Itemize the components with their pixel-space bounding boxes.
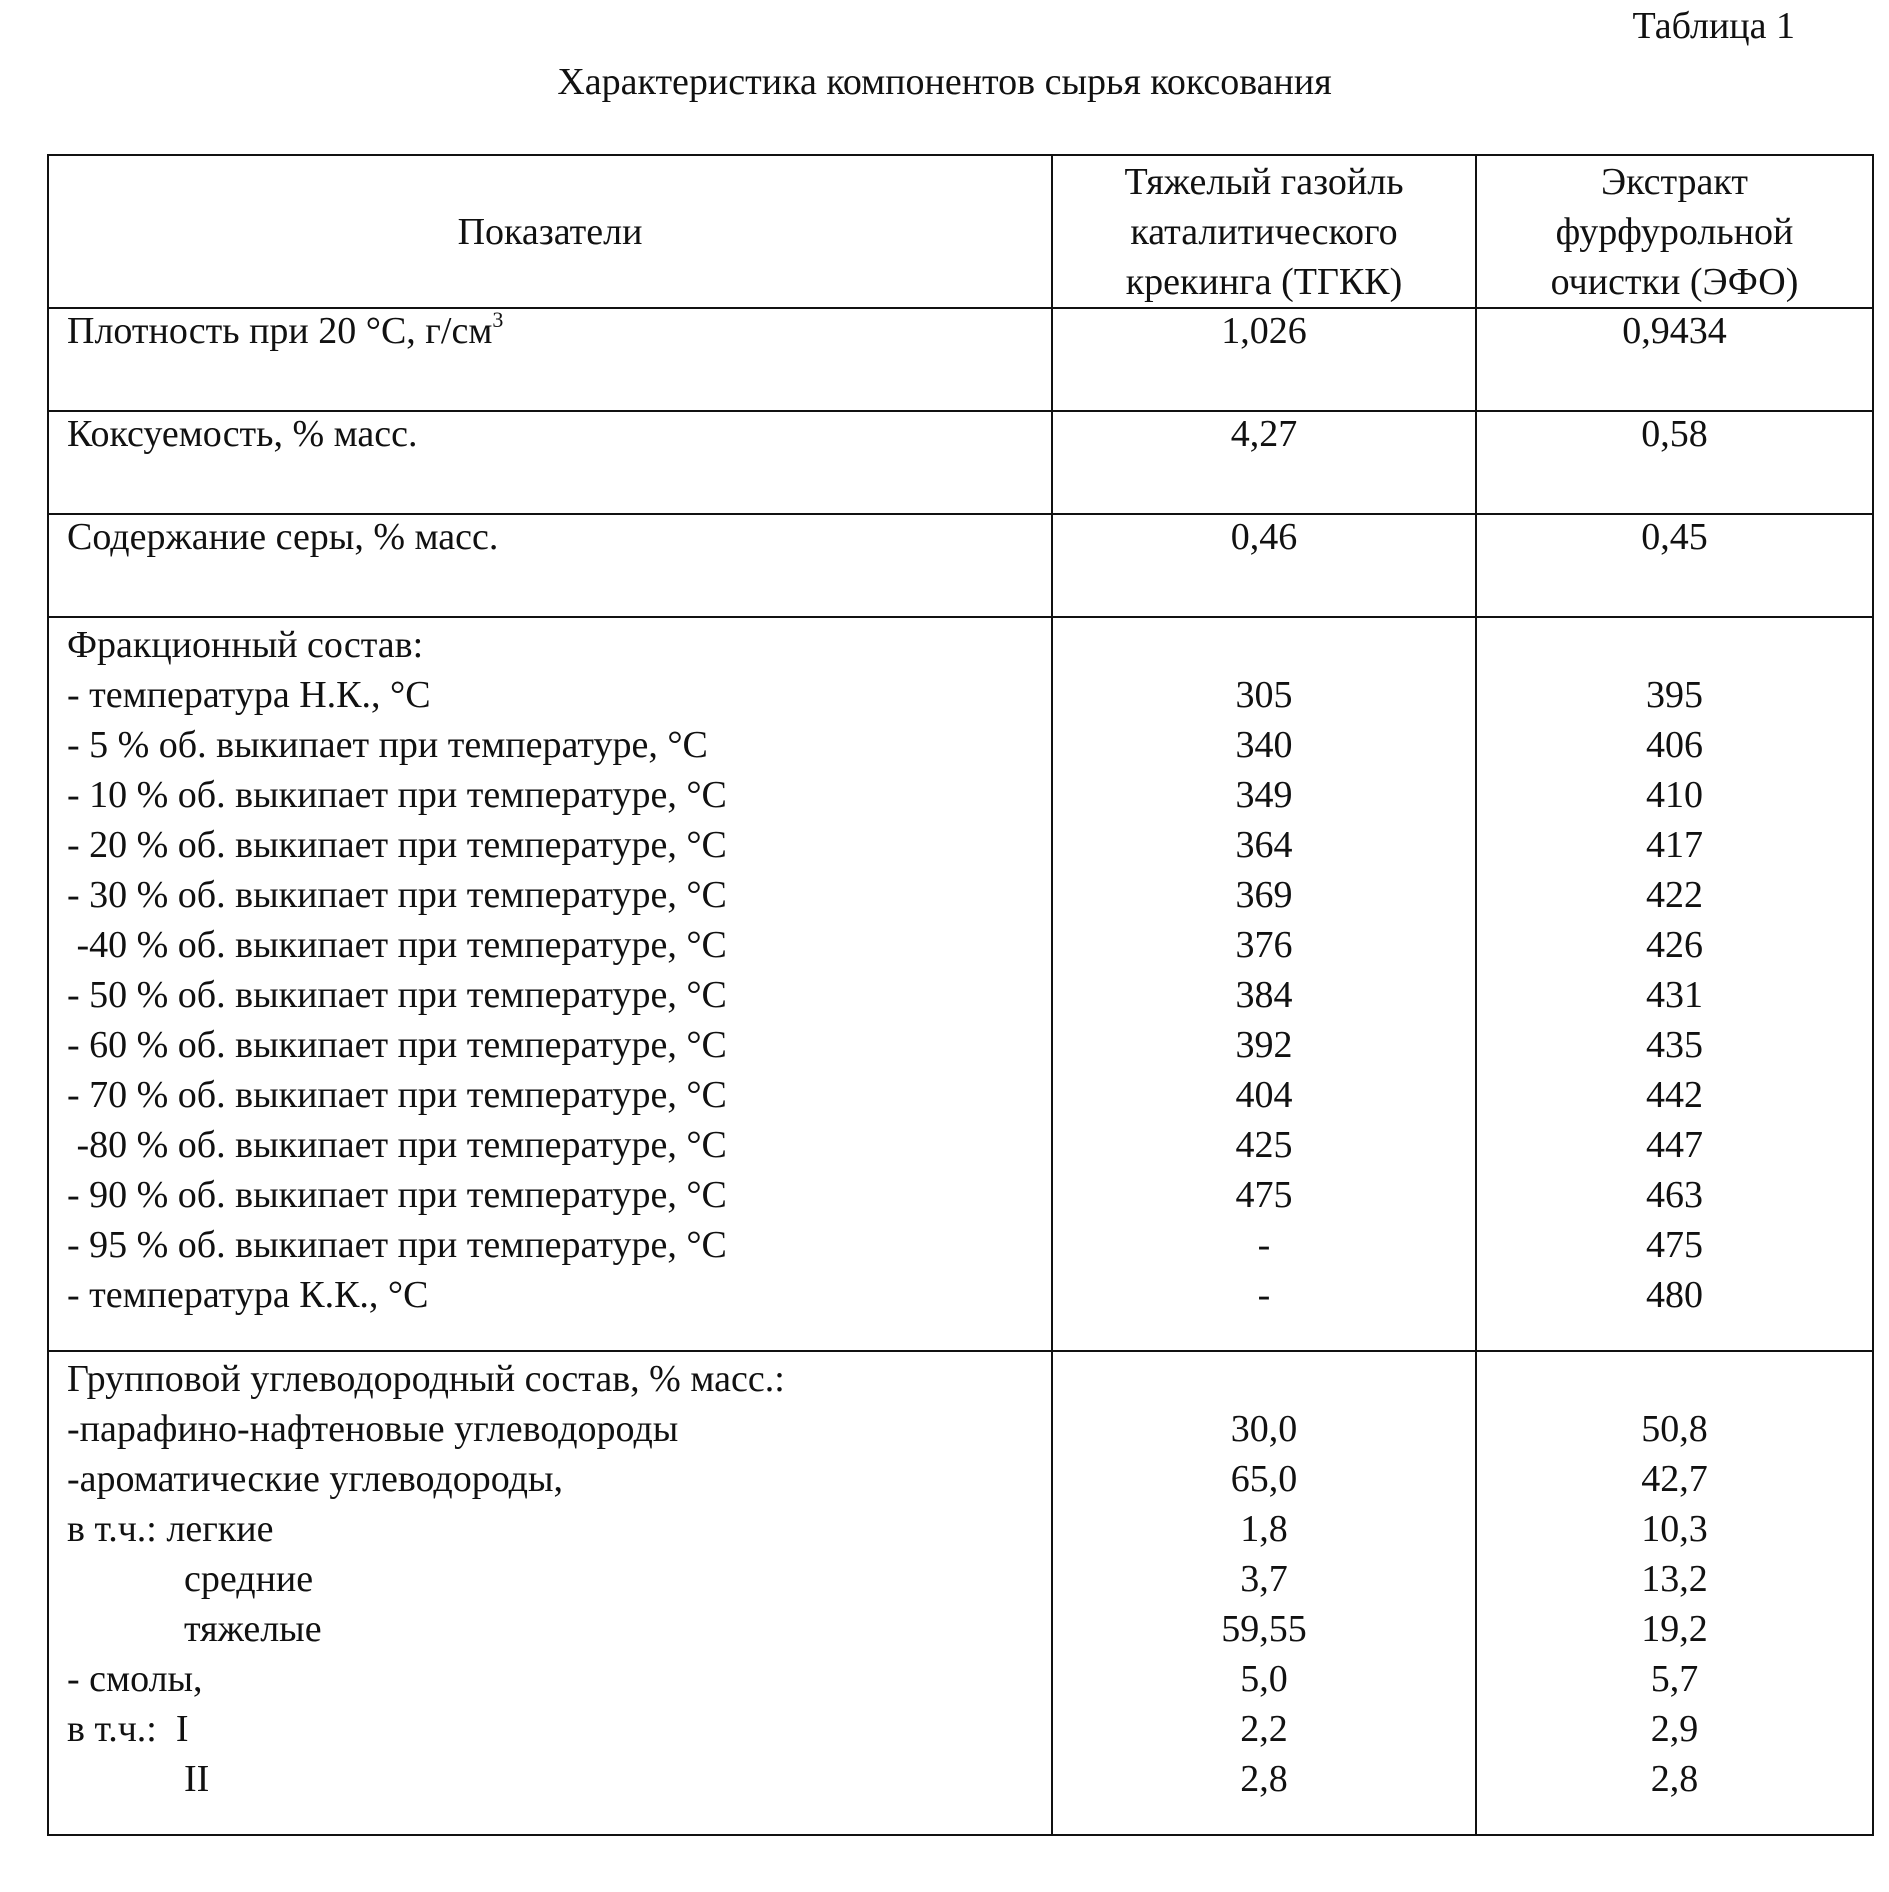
sulfur-tgkk: 0,46 [1052,514,1476,617]
table-title: Характеристика компонентов сырья коксования [557,61,1332,103]
fractional-label: - 70 % об. выкипает при температуре, °С [67,1074,727,1116]
header-row [48,155,1873,308]
fractional-efo-value: 426 [1646,924,1703,966]
header-tgkk-line: крекинга (ТГКК) [1125,260,1403,303]
group-label: тяжелые [184,1608,322,1650]
fractional-tgkk-value: 349 [1235,774,1293,816]
group-label: в т.ч.: I [67,1708,189,1750]
group-tgkk-value: 65,0 [1230,1458,1298,1500]
group-label: - смолы, [67,1658,203,1700]
density-tgkk: 1,026 [1052,308,1476,411]
fractional-efo-value: 480 [1646,1274,1703,1316]
group-tgkk-value: 2,8 [1240,1758,1288,1800]
fractional-composition-row [48,617,1873,1351]
group-efo-value: 2,9 [1650,1708,1699,1750]
fractional-tgkk-value: 364 [1235,824,1293,866]
group-label: -парафино-нафтеновые углеводороды [67,1408,679,1450]
fractional-efo-value: 447 [1646,1124,1703,1166]
header-indicator: Показатели [48,155,1052,308]
group-tgkk-value: 5,0 [1240,1658,1288,1700]
group-label: II [184,1758,210,1800]
header-tgkk-line: каталитического [1130,210,1398,253]
header-efo-line: Экстракт [1601,160,1748,203]
fractional-efo-value: 435 [1646,1024,1703,1066]
fractional-label: - 20 % об. выкипает при температуре, °С [67,824,727,866]
group-efo-value: 10,3 [1641,1508,1708,1550]
fractional-tgkk-value: - [1257,1274,1271,1316]
group-composition-row [48,1351,1873,1835]
fractional-efo-value: 422 [1646,874,1703,916]
density-label: Плотность при 20 °С, г/см [67,310,493,352]
fractional-label: - температура К.К., °С [67,1274,429,1316]
density-label-cell [48,308,1052,411]
fractional-label: -80 % об. выкипает при температуре, °С [67,1124,727,1166]
fractional-tgkk-value: 384 [1235,974,1293,1016]
fractional-label: - температура Н.К., °С [67,674,431,716]
group-efo-value: 13,2 [1641,1558,1708,1600]
fractional-heading: Фракционный состав: [67,624,424,666]
fractional-tgkk-value: - [1257,1224,1271,1266]
fractional-efo-values [1476,617,1873,1351]
fractional-efo-value: 410 [1646,774,1703,816]
group-efo-value: 19,2 [1641,1608,1708,1650]
group-tgkk-values [1052,1351,1476,1835]
group-tgkk-value: 1,8 [1240,1508,1288,1550]
header-efo-line: фурфурольной [1555,210,1794,253]
header-tgkk-line: Тяжелый газойль [1124,160,1404,203]
sulfur-label: Содержание серы, % масс. [48,514,1052,617]
fractional-label: - 50 % об. выкипает при температуре, °С [67,974,727,1016]
group-efo-value: 5,7 [1650,1658,1699,1700]
group-labels [48,1351,1052,1835]
group-tgkk-value: 59,55 [1221,1608,1307,1650]
coking-row [48,411,1873,514]
fractional-label: -40 % об. выкипает при температуре, °С [67,924,727,966]
fractional-labels [48,617,1052,1351]
group-efo-values [1476,1351,1873,1835]
coking-efo: 0,58 [1476,411,1873,514]
fractional-efo-value: 417 [1646,824,1703,866]
group-efo-value: 42,7 [1641,1458,1708,1500]
fractional-label: - 90 % об. выкипает при температуре, °С [67,1174,727,1216]
fractional-tgkk-value: 404 [1235,1074,1293,1116]
fractional-tgkk-value: 475 [1235,1174,1293,1216]
fractional-tgkk-value: 305 [1235,674,1293,716]
group-label: в т.ч.: легкие [67,1508,274,1550]
group-label: -ароматические углеводороды, [67,1458,564,1500]
group-tgkk-value: 3,7 [1240,1558,1288,1600]
fractional-tgkk-value: 369 [1235,874,1293,916]
header-efo [1476,155,1873,308]
fractional-efo-value: 431 [1646,974,1703,1016]
group-heading: Групповой углеводородный состав, % масс.: [67,1358,785,1400]
fractional-efo-value: 463 [1646,1174,1703,1216]
coking-feedstock-table [47,154,1874,1836]
fractional-label: - 95 % об. выкипает при температуре, °С [67,1224,727,1266]
fractional-tgkk-value: 340 [1235,724,1293,766]
group-efo-value: 2,8 [1650,1758,1699,1800]
header-efo-line: очистки (ЭФО) [1550,260,1799,303]
table-number-label: Таблица 1 [1632,5,1795,47]
fractional-label: - 10 % об. выкипает при температуре, °С [67,774,727,816]
group-label: средние [184,1558,314,1600]
coking-label: Коксуемость, % масс. [48,411,1052,514]
group-tgkk-value: 2,2 [1240,1708,1288,1750]
fractional-label: - 60 % об. выкипает при температуре, °С [67,1024,727,1066]
group-tgkk-value: 30,0 [1230,1408,1298,1450]
fractional-tgkk-value: 425 [1235,1124,1293,1166]
density-efo: 0,9434 [1476,308,1873,411]
fractional-tgkk-value: 392 [1235,1024,1293,1066]
density-unit-superscript: 3 [492,307,504,333]
sulfur-row [48,514,1873,617]
density-row [48,308,1873,411]
fractional-label: - 30 % об. выкипает при температуре, °С [67,874,727,916]
sulfur-efo: 0,45 [1476,514,1873,617]
fractional-efo-value: 442 [1646,1074,1703,1116]
fractional-efo-value: 395 [1646,674,1703,716]
fractional-label: - 5 % об. выкипает при температуре, °С [67,724,708,766]
header-tgkk [1052,155,1476,308]
group-efo-value: 50,8 [1641,1408,1708,1450]
coking-tgkk: 4,27 [1052,411,1476,514]
fractional-tgkk-value: 376 [1235,924,1293,966]
fractional-efo-value: 406 [1646,724,1703,766]
fractional-efo-value: 475 [1646,1224,1703,1266]
fractional-tgkk-values [1052,617,1476,1351]
